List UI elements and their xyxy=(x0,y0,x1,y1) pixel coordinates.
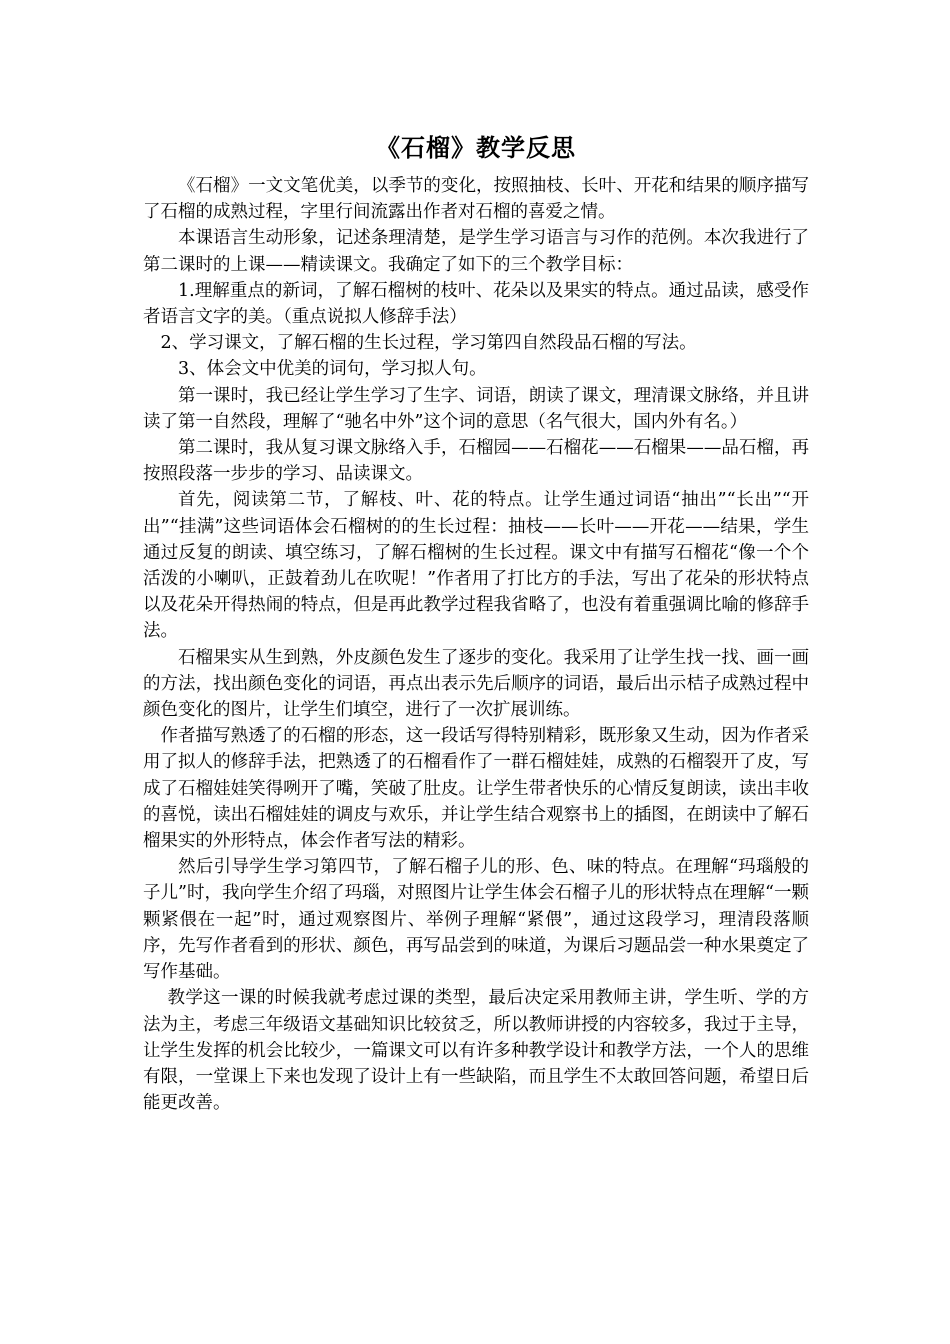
paragraph-section-two: 首先，阅读第二节，了解枝、叶、花的特点。让学生通过词语“抽出”“长出”“开出”“挂满”这些词语体会石榴树的的生长过程：抽枝——长叶——开花——结果，学生通过反复的朗读、填空练习，了解石榴树的生长过程。课文中有描写石榴花“像一个个活泼的小喇叭，正鼓着劲儿在吹呢！”作者用了打比方的手法，写出了花朵的形状特点以及花朵开得热闹的特点，但是再此教学过程我省略了，也没有着重强调比喻的修辞手法。 xyxy=(143,490,809,642)
paragraph-intro: 《石榴》一文文笔优美，以季节的变化，按照抽枝、长叶、开花和结果的顺序描写了石榴的成熟过程，字里行间流露出作者对石榴的喜爱之情。 xyxy=(143,176,809,223)
paragraph-section-four: 然后引导学生学习第四节，了解石榴子儿的形、色、味的特点。在理解“玛瑙般的子儿”时，我向学生介绍了玛瑙，对照图片让学生体会石榴子儿的形状特点在理解“一颗颗紧偎在一起”时，通过观察图片、举例子理解“紧偎”，通过这段学习，理清段落顺序，先写作者看到的形状、颜色，再写品尝到的味道，为课后习题品尝一种水果奠定了写作基础。 xyxy=(143,857,809,983)
paragraph-goals-intro: 本课语言生动形象，记述条理清楚，是学生学习语言与习作的范例。本次我进行了第二课时的上课——精读课文。我确定了如下的三个教学目标： xyxy=(143,228,809,275)
paragraph-goal-2: 2、学习课文，了解石榴的生长过程，学习第四自然段品石榴的写法。 xyxy=(160,333,697,354)
paragraph-personification: 作者描写熟透了的石榴的形态，这一段话写得特别精彩，既形象又生动，因为作者采用了拟人的修辞手法，把熟透了的石榴看作了一群石榴娃娃，成熟的石榴裂开了皮，写成了石榴娃娃笑得咧开了嘴，笑破了肚皮。让学生带者快乐的心情反复朗读，读出丰收的喜悦，读出石榴娃娃的调皮与欢乐，并让学生结合观察书上的插图，在朗读中了解石榴果实的外形特点，体会作者写法的精彩。 xyxy=(143,726,809,852)
paragraph-goal-1: 1.理解重点的新词，了解石榴树的枝叶、花朵以及果实的特点。通过品读，感受作者语言文字的美。（重点说拟人修辞手法） xyxy=(143,280,809,328)
document-title: 《石榴》教学反思 xyxy=(376,134,576,162)
paragraph-first-lesson: 第一课时，我已经让学生学习了生字、词语，朗读了课文，理清课文脉络，并且讲读了第一自然段，理解了“驰名中外”这个词的意思（名气很大，国内外有名。） xyxy=(143,385,809,432)
paragraph-second-lesson: 第二课时，我从复习课文脉络入手，石榴园——石榴花——石榴果——品石榴，再按照段落一步步的学习、品读课文。 xyxy=(143,438,809,485)
paragraph-fruit-color: 石榴果实从生到熟，外皮颜色发生了逐步的变化。我采用了让学生找一找、画一画的方法，找出颜色变化的词语，再点出表示先后顺序的词语，最后出示桔子成熟过程中颜色变化的图片，让学生们填空，进行了一次扩展训练。 xyxy=(143,647,809,721)
paragraph-reflection: 教学这一课的时候我就考虑过课的类型，最后决定采用教师主讲，学生听、学的方法为主，考虑三年级语文基础知识比较贫乏，所以教师讲授的内容较多，我过于主导，让学生发挥的机会比较少，一篇课文可以有许多种教学设计和教学方法，一个人的思维有限，一堂课上下来也发现了设计上有一些缺陷，而且学生不太敢回答问题，希望日后能更改善。 xyxy=(143,988,809,1114)
document-page xyxy=(143,128,809,1116)
paragraph-goal-3: 3、体会文中优美的词句，学习拟人句。 xyxy=(178,359,487,380)
